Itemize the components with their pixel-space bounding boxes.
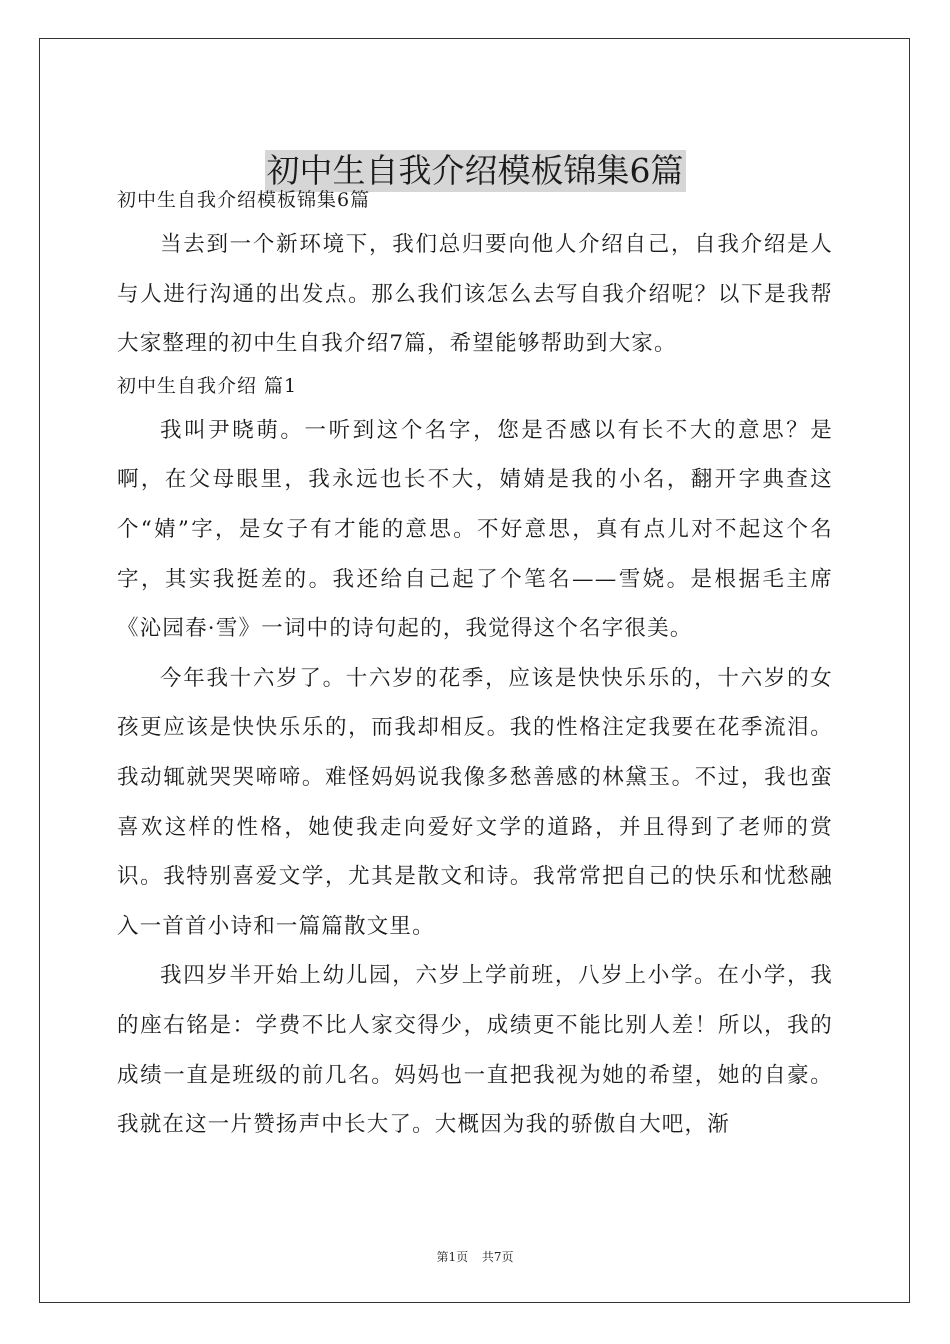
document-title: 初中生自我介绍模板锦集6篇 <box>266 151 684 191</box>
body-paragraph-2: 今年我十六岁了。十六岁的花季，应该是快快乐乐的，十六岁的女孩更应该是快快乐乐的，而我却相反。我的性格注定我要在花季流泪。我动辄就哭哭啼啼。难怪妈妈说我像多愁善感的林黛玉。不过，我也蛮喜欢这样的性格，她使我走向爱好文学的道路，并且得到了老师的赏识。我特别喜爱文学，尤其是散文和诗。我常常把自己的快乐和忧愁融入一首首小诗和一篇篇散文里。 <box>117 665 833 939</box>
body-paragraph-3: 我四岁半开始上幼儿园，六岁上学前班，八岁上小学。在小学，我的座右铭是：学费不比人家交得少，成绩更不能比别人差！所以，我的成绩一直是班级的前几名。妈妈也一直把我视为她的希望，她的自豪。我就在这一片赞扬声中长大了。大概因为我的骄傲自大吧，渐 <box>117 963 833 1138</box>
document-subtitle: 初中生自我介绍模板锦集6篇 <box>117 189 371 211</box>
document-body <box>117 183 833 1150</box>
page-footer <box>0 1248 950 1265</box>
body-paragraph-1: 我叫尹晓萌。一听到这个名字，您是否感以有长不大的意思？是啊，在父母眼里，我永远也长不大，婧婧是我的小名，翻开字典查这个“婧”字，是女子有才能的意思。不好意思，真有点儿对不起这个名字，其实我挺差的。我还给自己起了个笔名——雪娆。是根据毛主席《沁园春·雪》一词中的诗句起的，我觉得这个名字很美。 <box>117 417 833 642</box>
page-number-total: 共7页 <box>481 1250 514 1264</box>
intro-paragraph: 当去到一个新环境下，我们总归要向他人介绍自己，自我介绍是人与人进行沟通的出发点。那么我们该怎么去写自我介绍呢？以下是我帮大家整理的初中生自我介绍7篇，希望能够帮助到大家。 <box>117 232 833 357</box>
page-number-current: 第1页 <box>436 1250 469 1264</box>
section-heading: 初中生自我介绍 篇1 <box>117 374 298 397</box>
